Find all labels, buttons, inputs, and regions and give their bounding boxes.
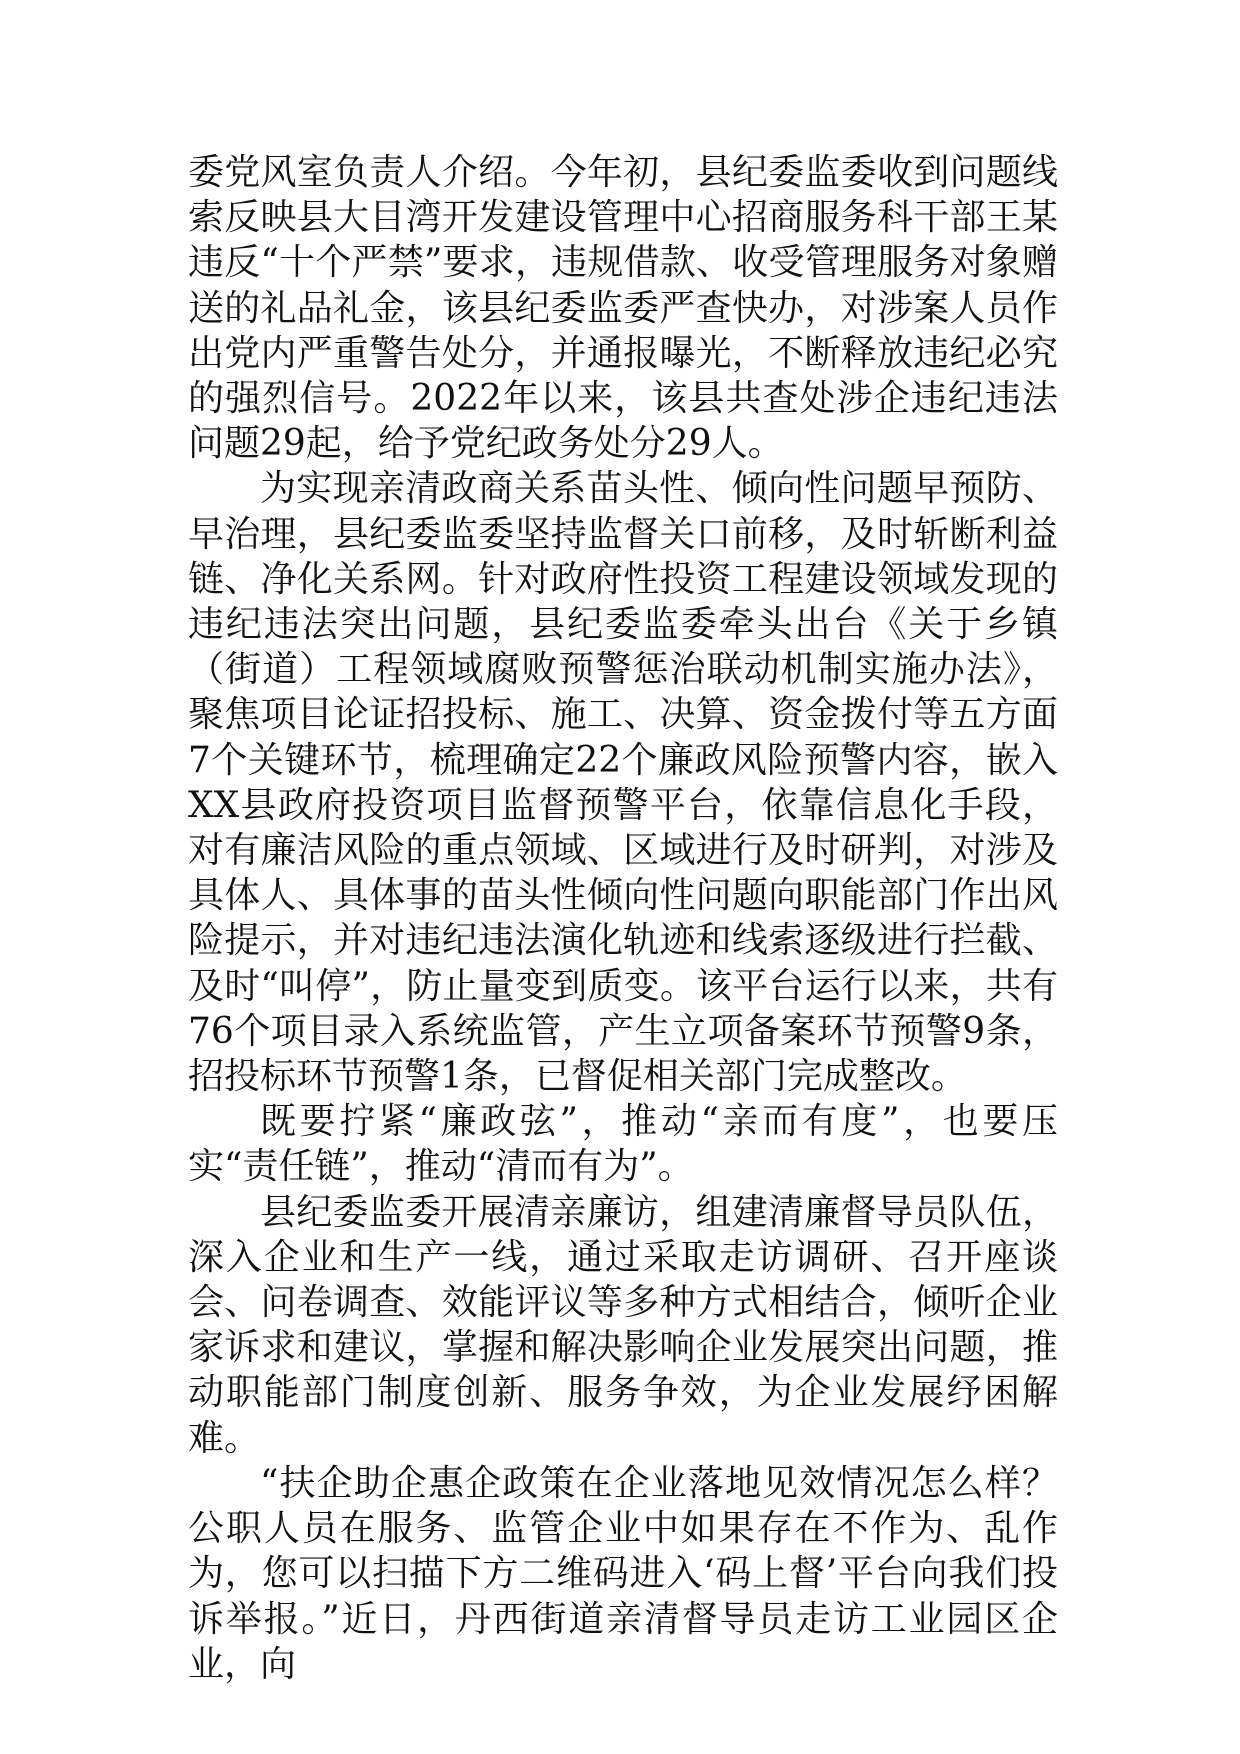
paragraph-2: 为实现亲清政商关系苗头性、倾向性问题早预防、早治理，县纪委监委坚持监督关口前移，及时斩断利益链、净化关系网。针对政府性投资工程建设领域发现的违纪违法突出问题，县纪委监委牵头出台《关于乡镇（街道）工程领域腐败预警惩治联动机制实施办法》，聚焦项目论证招投标、施工、决算、资金拨付等五方面7个关键环节，梳理确定22个廉政风险预警内容，嵌入XX县政府投资项目监督预警平台，依靠信息化手段，对有廉洁风险的重点领域、区域进行及时研判，对涉及具体人、具体事的苗头性倾向性问题向职能部门作出风险提示，并对违纪违法演化轨迹和线索逐级进行拦截、及时“叫停”，防止量变到质变。该平台运行以来，共有76个项目录入系统监管，产生立项备案环节预警9条，招投标环节预警1条，已督促相关部门完成整改。 bbox=[188, 468, 1058, 1098]
document-body bbox=[188, 150, 1058, 1687]
paragraph-1: 委党风室负责人介绍。今年初，县纪委监委收到问题线索反映县大目湾开发建设管理中心招商服务科干部王某违反“十个严禁”要求，违规借款、收受管理服务对象赠送的礼品礼金，该县纪委监委严查快办，对涉案人员作出党内严重警告处分，并通报曝光，不断释放违纪必究的强烈信号。2022年以来，该县共查处涉企违纪违法问题29起，给予党纪政务处分29人。 bbox=[188, 152, 1058, 465]
paragraph-5: “扶企助企惠企政策在企业落地见效情况怎么样？公职人员在服务、监管企业中如果存在不作为、乱作为，您可以扫描下方二维码进入‘码上督’平台向我们投诉举报。”近日，丹西街道亲清督导员走访工业园区企业，向 bbox=[188, 1462, 1058, 1685]
paragraph-3: 既要拧紧“廉政弦”，推动“亲而有度”，也要压实“责任链”，推动“清而有为”。 bbox=[188, 1101, 1058, 1188]
paragraph-4: 县纪委监委开展清亲廉访，组建清廉督导员队伍，深入企业和生产一线，通过采取走访调研、召开座谈会、问卷调查、效能评议等多种方式相结合，倾听企业家诉求和建议，掌握和解决影响企业发展突出问题，推动职能部门制度创新、服务争效，为企业发展纾困解难。 bbox=[188, 1191, 1058, 1459]
